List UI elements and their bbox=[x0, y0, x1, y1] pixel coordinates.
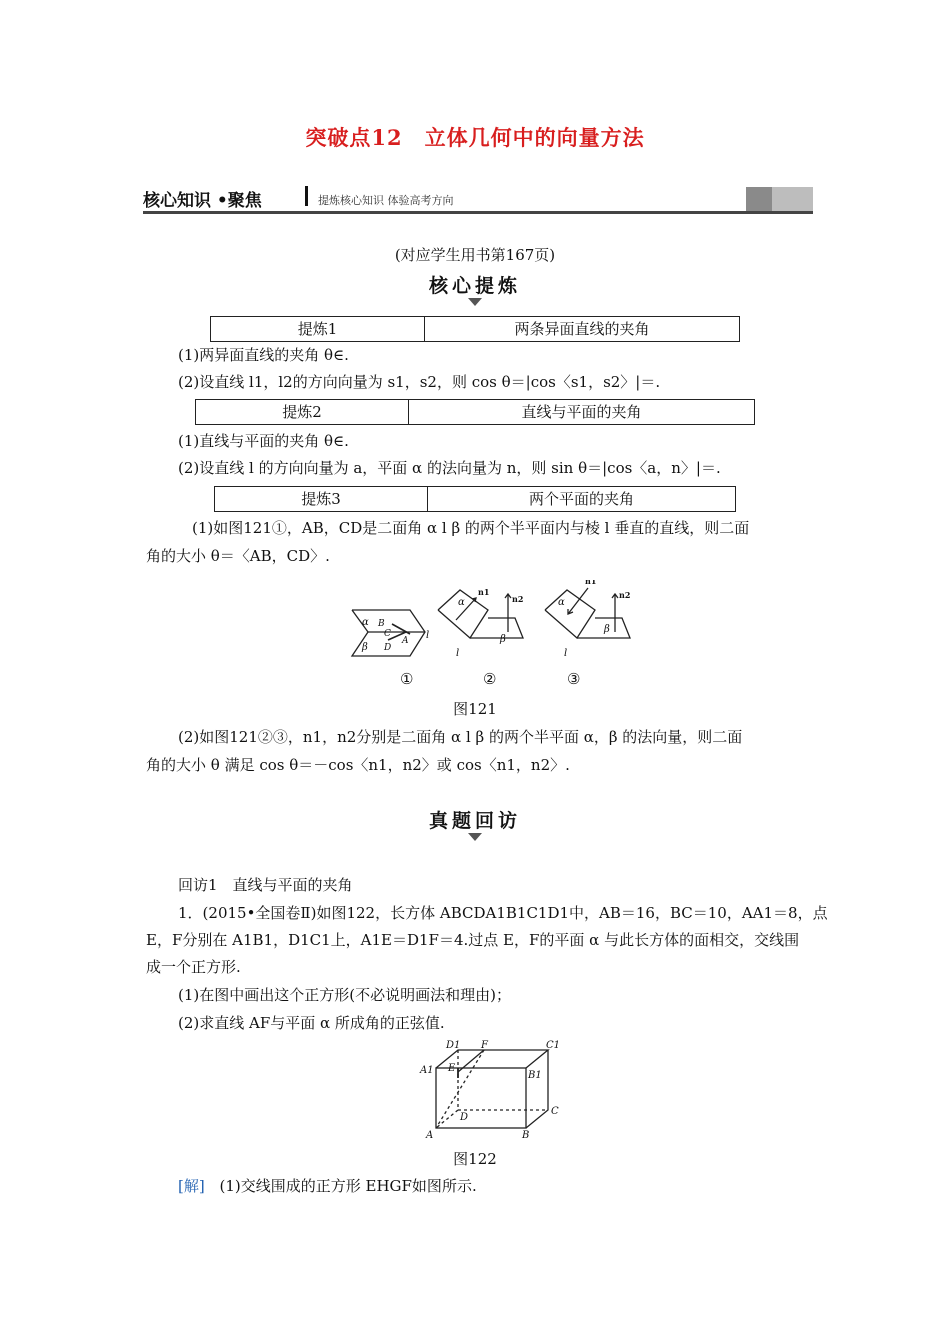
fig3-n2: n2 bbox=[619, 590, 631, 600]
fig1-l: l bbox=[426, 630, 430, 641]
fig3-l: l bbox=[564, 648, 568, 659]
tilian1-line2: (2)设直线 l1，l2的方向向量为 s1，s2，则 cos θ＝|cos〈s1，s2〉|＝. bbox=[178, 373, 661, 391]
fig1-A: A bbox=[402, 636, 409, 646]
fig1-D: D bbox=[384, 643, 392, 653]
tilian2-line1: (1)直线与平面的夹角 θ∈. bbox=[178, 432, 349, 450]
tilian3-table bbox=[214, 486, 736, 512]
fig1-B: B bbox=[378, 619, 385, 629]
huifang1-question-b: E，F分别在 A1B1，D1C1上，A1E＝D1F＝4.过点 E，F的平面 α 与此长方体的面相交，交线围 bbox=[146, 931, 800, 949]
fig122-C1: C1 bbox=[546, 1040, 561, 1051]
tilian1-table bbox=[210, 316, 740, 342]
banner-core-arrow-icon bbox=[468, 298, 482, 306]
section-subtitle: 提炼核心知识 体验高考方向 bbox=[318, 194, 454, 207]
tilian3-topic: 两个平面的夹角 bbox=[528, 490, 634, 508]
tilian3-p2b: 角的大小 θ 满足 cos θ＝－cos〈n1，n2〉或 cos〈n1，n2〉. bbox=[146, 756, 570, 774]
huifang1-heading: 回访1 直线与平面的夹角 bbox=[178, 876, 353, 894]
fig122-A: A bbox=[426, 1130, 434, 1141]
section-underline bbox=[143, 211, 813, 214]
fig2-beta: β bbox=[500, 634, 506, 645]
section-header bbox=[143, 182, 813, 214]
section-decor-light bbox=[772, 187, 813, 211]
tilian1-label: 提炼1 bbox=[211, 317, 425, 341]
banner-core: 核心提炼 bbox=[428, 275, 521, 297]
figure-121-diagram bbox=[340, 580, 640, 695]
tilian3-p2a: (2)如图121②③，n1，n2分别是二面角 α l β 的两个半平面 α，β 的法向量，则二面 bbox=[178, 728, 743, 746]
tilian2-label: 提炼2 bbox=[196, 400, 409, 424]
solution-tag: [解] bbox=[178, 1177, 205, 1195]
huifang1-sub1: (1)在图中画出这个正方形(不必说明画法和理由)； bbox=[178, 986, 511, 1004]
fig1-alpha: α bbox=[362, 617, 369, 628]
fig122-E: E bbox=[448, 1063, 456, 1074]
fig121-sub3: ③ bbox=[567, 670, 581, 688]
figure-122-diagram bbox=[418, 1040, 568, 1145]
fig2-n2: n2 bbox=[512, 594, 524, 604]
fig2-alpha: α bbox=[458, 597, 465, 608]
fig122-F: F bbox=[481, 1040, 488, 1051]
section-title: 核心知识 •聚焦 bbox=[143, 191, 262, 211]
figure-121-part2 bbox=[438, 587, 523, 659]
tilian3-p1a: (1)如图121①，AB，CD是二面角 α l β 的两个半平面内与棱 l 垂直的直线，则二面 bbox=[192, 519, 750, 537]
tilian1-topic: 两条异面直线的夹角 bbox=[514, 320, 650, 338]
tilian3-label: 提炼3 bbox=[215, 487, 428, 511]
page-title: 突破点12 立体几何中的向量方法 bbox=[305, 125, 645, 150]
huifang1-sub2: (2)求直线 AF与平面 α 所成角的正弦值. bbox=[178, 1014, 445, 1032]
banner-review: 真题回访 bbox=[428, 810, 521, 832]
fig1-beta: β bbox=[362, 642, 368, 653]
huifang1-question-a: 1．(2015•全国卷Ⅱ)如图122，长方体 ABCDA1B1C1D1中，AB＝16，BC＝10，AA1＝8，点 bbox=[178, 904, 828, 922]
tilian3-p1b: 角的大小 θ＝〈AB，CD〉. bbox=[146, 547, 330, 565]
solution-line bbox=[178, 1175, 477, 1196]
fig3-beta: β bbox=[604, 624, 610, 635]
fig121-sub2: ② bbox=[483, 670, 497, 688]
fig2-n1: n1 bbox=[478, 587, 490, 597]
fig3-n1: n1 bbox=[585, 580, 597, 586]
fig122-D1: D1 bbox=[446, 1040, 461, 1051]
tilian2-line2: (2)设直线 l 的方向向量为 a，平面 α 的法向量为 n，则 sin θ＝|cos〈a，n〉|＝. bbox=[178, 459, 721, 477]
figure-121-part3 bbox=[545, 580, 630, 659]
fig122-B1: B1 bbox=[528, 1070, 542, 1081]
fig3-alpha: α bbox=[558, 597, 565, 608]
fig1-C: C bbox=[384, 629, 391, 639]
tilian1-line1: (1)两异面直线的夹角 θ∈. bbox=[178, 346, 349, 364]
section-decor-dark bbox=[746, 187, 772, 211]
solution-text: (1)交线围成的正方形 EHGF如图所示. bbox=[219, 1177, 477, 1195]
tilian2-topic: 直线与平面的夹角 bbox=[521, 403, 642, 421]
fig122-A1: A1 bbox=[420, 1065, 434, 1076]
fig122-D: D bbox=[460, 1112, 469, 1123]
fig122-C: C bbox=[551, 1106, 559, 1117]
fig121-sub1: ① bbox=[400, 670, 414, 688]
tilian2-table bbox=[195, 399, 755, 425]
huifang1-question-c: 成一个正方形. bbox=[146, 958, 241, 976]
figure-122-caption: 图122 bbox=[453, 1150, 497, 1168]
page-reference: (对应学生用书第167页) bbox=[394, 246, 556, 264]
figure-121-caption: 图121 bbox=[453, 700, 497, 718]
figure-121-part1 bbox=[352, 610, 429, 656]
fig122-B: B bbox=[522, 1130, 530, 1141]
fig2-l: l bbox=[456, 648, 460, 659]
section-divider bbox=[305, 186, 308, 206]
banner-review-arrow-icon bbox=[468, 833, 482, 841]
